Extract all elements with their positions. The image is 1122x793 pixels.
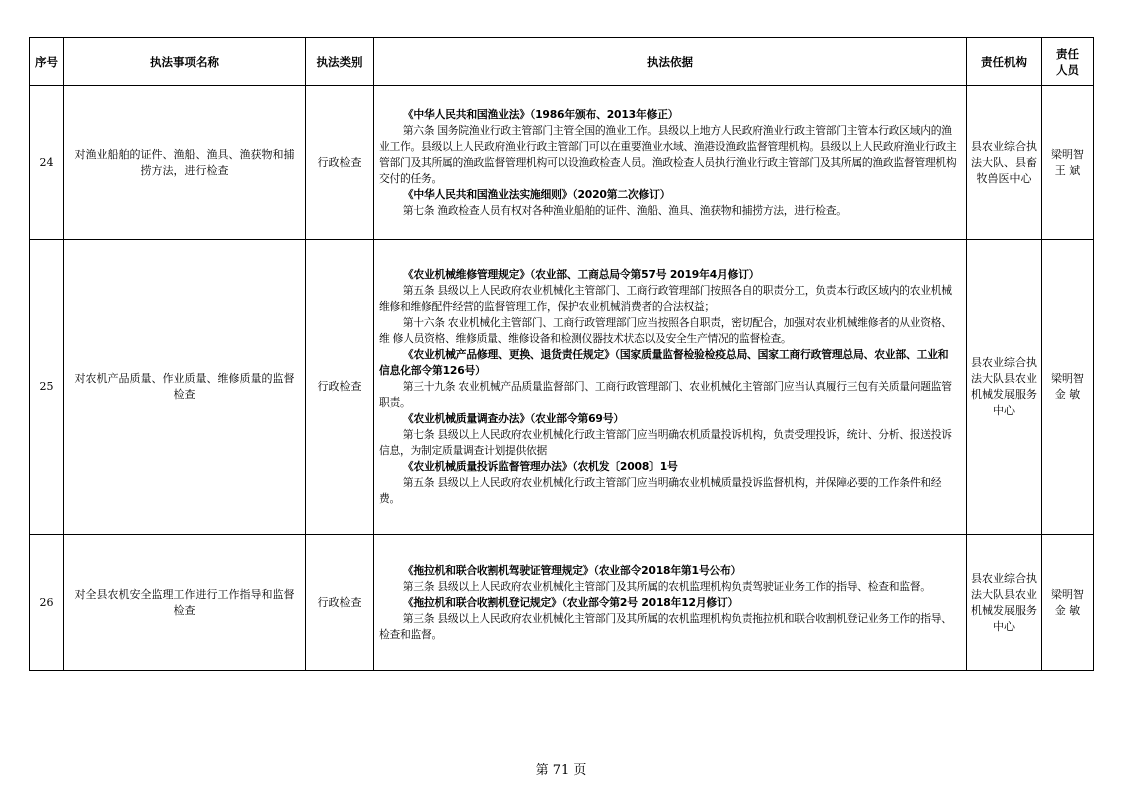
law-article: 第三条 县级以上人民政府农业机械化主管部门及其所属的农机监理机构负责驾驶证业务工作的指导、检查和监督。 [402,579,931,593]
row-no: 24 [30,86,64,240]
header-person [1042,38,1094,86]
row-item-name: 对农机产品质量、作业质量、维修质量的监督检查 [64,240,306,535]
enforcement-table [29,37,1094,671]
law-title: 《拖拉机和联合收割机驾驶证管理规定》（农业部令2018年第1号公布） [402,563,742,577]
table-row [30,535,1094,671]
row-basis [374,240,967,535]
row-org: 县农业综合执法大队、县畜牧兽医中心 [967,86,1042,240]
header-no: 序号 [30,38,64,86]
table-row [30,240,1094,535]
row-item-name: 对渔业船舶的证件、渔船、渔具、渔获物和捕捞方法，进行检查 [64,86,306,240]
table-row [30,86,1094,240]
row-no: 25 [30,240,64,535]
row-person-names: 梁明智 金 敏 [1051,587,1084,617]
row-category: 行政检查 [306,240,374,535]
law-article: 第七条 渔政检查人员有权对各种渔业船舶的证件、渔船、渔具、渔获物和捕捞方法，进行检查。 [402,203,847,217]
row-category: 行政检查 [306,86,374,240]
law-article: 第三十九条 农业机械产品质量监督部门、工商行政管理部门、农业机械化主管部门应当认真履行三包有关质量问题监管职责。 [379,380,952,409]
header-basis: 执法依据 [374,38,967,86]
row-person [1042,86,1094,240]
law-article: 第六条 国务院渔业行政主管部门主管全国的渔业工作。县级以上地方人民政府渔业行政主管部门主管本行政区域内的渔业工作。县级以上人民政府渔业行政主管部门可以在重要渔业水域、渔港设渔政监督管理机构。县级以上人民政府渔业行政主管部门及其所属的渔政监督管理机构可以设渔政检查人员。渔政检查人员执行渔业行政主管部门及其所属的渔政监督管理机构交付的任务。 [379,123,957,185]
law-title: 《农业机械质量调查办法》（农业部令第69号） [402,412,624,425]
header-person-label: 责任人员 [1055,46,1079,77]
header-item-name: 执法事项名称 [64,38,306,86]
row-no: 26 [30,535,64,671]
law-title: 《农业机械质量投诉监督管理办法》（农机发〔2008〕1号 [402,460,678,473]
row-org: 县农业综合执法大队县农业机械发展服务中心 [967,240,1042,535]
row-category: 行政检查 [306,535,374,671]
header-category: 执法类别 [306,38,374,86]
law-article: 第十六条 农业机械化主管部门、工商行政管理部门应当按照各自职责，密切配合，加强对农业机械维修者的从业资格、维 修人员资格、维修质量、维修设备和检测仪器技术状态以及安全生产情况的监督检查。 [379,316,952,345]
row-org: 县农业综合执法大队县农业机械发展服务中心 [967,535,1042,671]
row-person-names: 梁明智 金 敏 [1051,372,1084,401]
law-article: 第七条 县级以上人民政府农业机械化行政主管部门应当明确农机质量投诉机构，负责受理投诉，统计、分析、报送投诉信息，为制定质量调查计划提供依据 [379,428,952,457]
law-article: 第五条 县级以上人民政府农业机械化主管部门、工商行政管理部门按照各自的职责分工，负责本行政区域内的农业机械维修和维修配件经营的监督管理工作，保护农业机械消费者的合法权益； [379,284,952,313]
law-article: 第五条 县级以上人民政府农业机械化行政主管部门应当明确农业机械质量投诉监督机构，并保障必要的工作条件和经费。 [379,476,942,505]
row-person [1042,535,1094,671]
law-title: 《中华人民共和国渔业法》（1986年颁布、2013年修正） [402,107,679,121]
row-basis [374,535,967,671]
row-person [1042,240,1094,535]
row-basis [374,86,967,240]
row-item-name: 对全县农机安全监理工作进行工作指导和监督检查 [64,535,306,671]
page-number: 第 71 页 [535,763,587,778]
row-person-names: 梁明智 王 斌 [1051,147,1084,177]
law-title: 《中华人民共和国渔业法实施细则》（2020第二次修订） [402,187,671,201]
header-org: 责任机构 [967,38,1042,86]
table-header-row [30,38,1094,86]
law-title: 《农业机械产品修理、更换、退货责任规定》（国家质量监督检验检疫总局、国家工商行政管理总局、农业部、工业和信息化部令第126号） [379,348,949,377]
law-title: 《农业机械维修管理规定》（农业部、工商总局令第57号 2019年4月修订） [402,268,760,281]
law-article: 第三条 县级以上人民政府农业机械化主管部门及其所属的农机监理机构负责拖拉机和联合收割机登记业务工作的指导、检查和监督。 [379,611,952,641]
law-title: 《拖拉机和联合收割机登记规定》（农业部令第2号 2018年12月修订） [402,595,739,609]
